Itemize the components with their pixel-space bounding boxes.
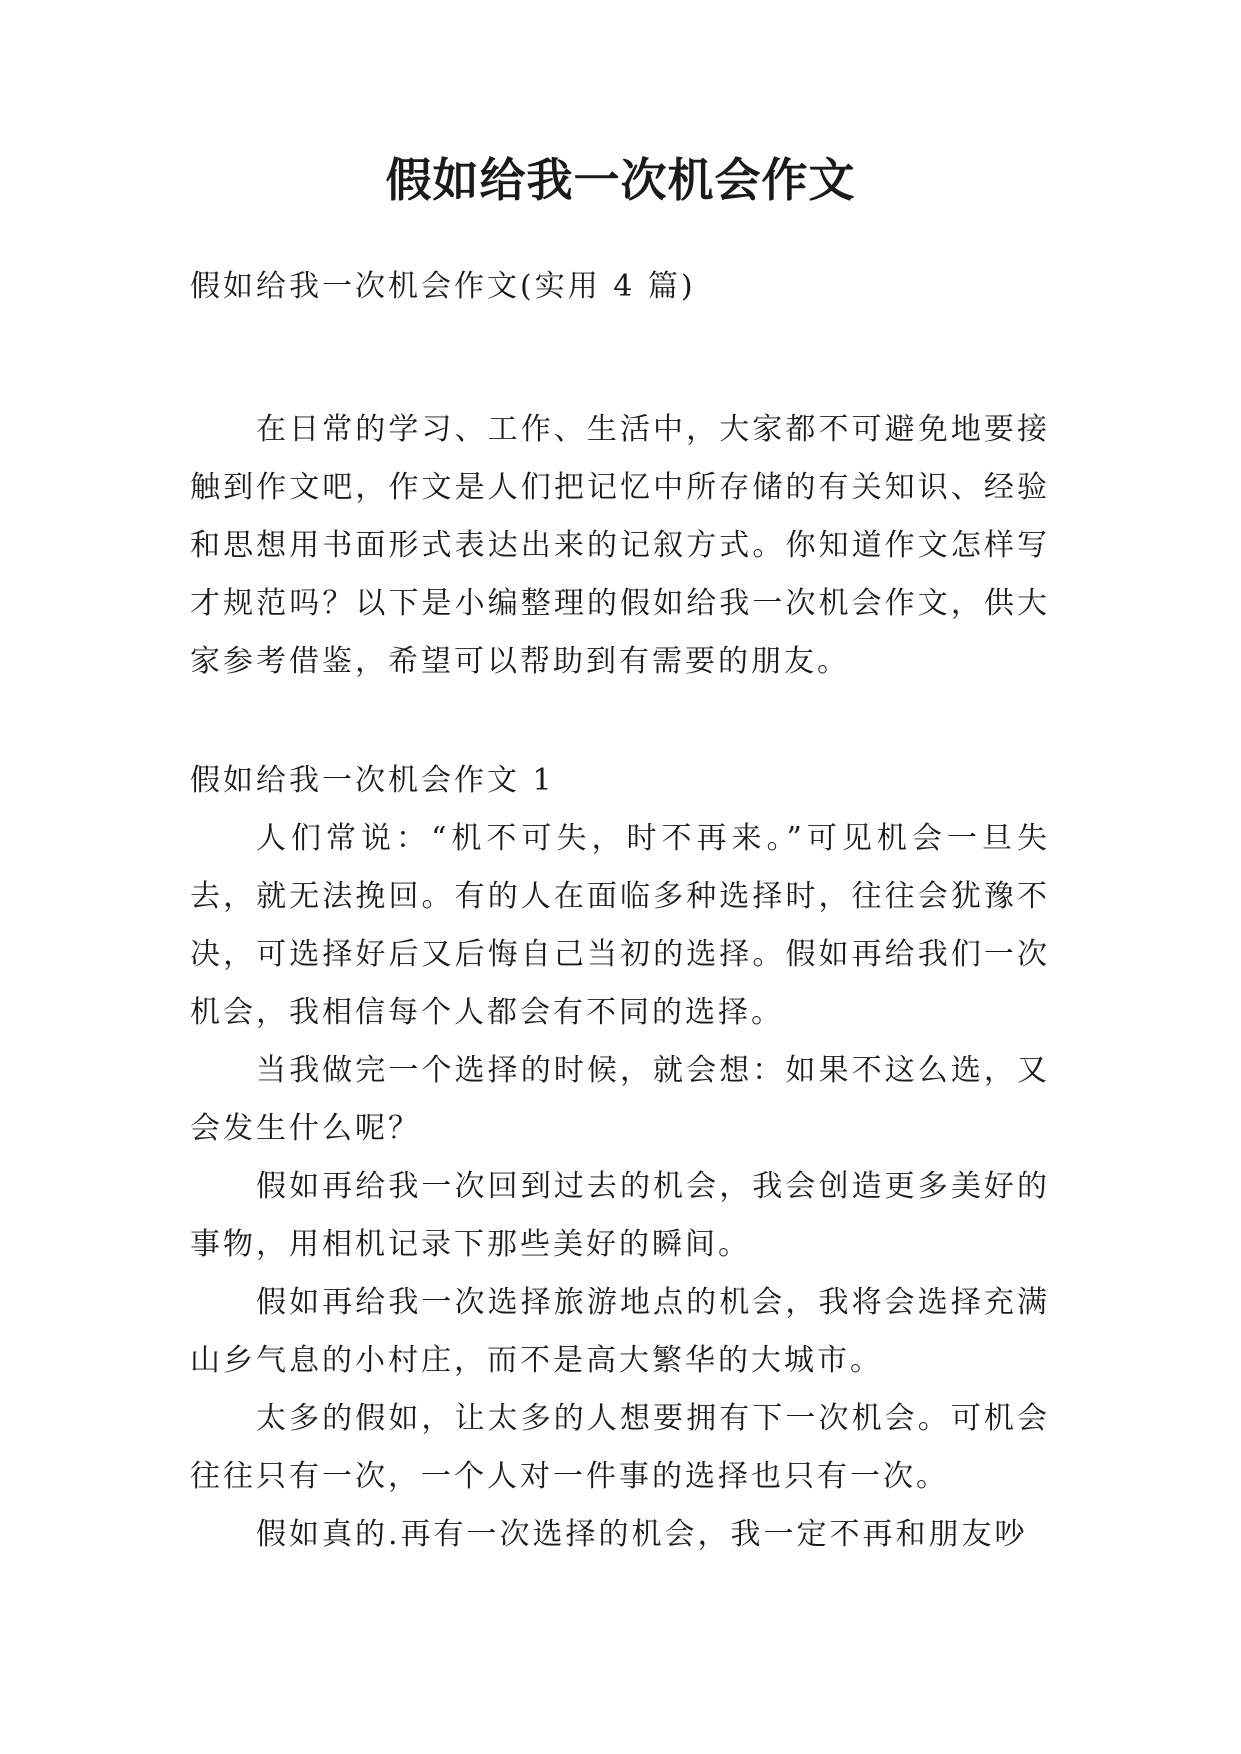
section-heading: 假如给我一次机会作文 1: [190, 763, 555, 798]
intro-paragraph: 在日常的学习、工作、生活中，大家都不可避免地要接触到作文吧，作文是人们把记忆中所存储的有关知识、经验和思想用书面形式表达出来的记叙方式。你知道作文怎样写才规范吗？以下是小编整理的假如给我一次机会作文，供大家参考借鉴，希望可以帮助到有需要的朋友。: [190, 412, 1050, 679]
body-paragraph: 假如再给我一次回到过去的机会，我会创造更多美好的事物，用相机记录下那些美好的瞬间。: [190, 1169, 1050, 1262]
body-paragraph: 当我做完一个选择的时候，就会想：如果不这么选，又会发生什么呢？: [190, 1053, 1050, 1146]
document-title: 假如给我一次机会作文: [385, 153, 856, 207]
body-paragraph: 太多的假如，让太多的人想要拥有下一次机会。可机会往往只有一次，一个人对一件事的选择也只有一次。: [190, 1401, 1050, 1494]
document-subtitle: 假如给我一次机会作文(实用 4 篇): [190, 269, 696, 304]
body-paragraph: 人们常说：“机不可失，时不再来。”可见机会一旦失去，就无法挽回。有的人在面临多种选择时，往往会犹豫不决，可选择好后又后悔自己当初的选择。假如再给我们一次机会，我相信每个人都会有不同的选择。: [190, 821, 1050, 1030]
body-paragraph: 假如再给我一次选择旅游地点的机会，我将会选择充满山乡气息的小村庄，而不是高大繁华的大城市。: [190, 1285, 1050, 1378]
body-paragraph: 假如真的.再有一次选择的机会，我一定不再和朋友吵: [256, 1517, 1028, 1552]
